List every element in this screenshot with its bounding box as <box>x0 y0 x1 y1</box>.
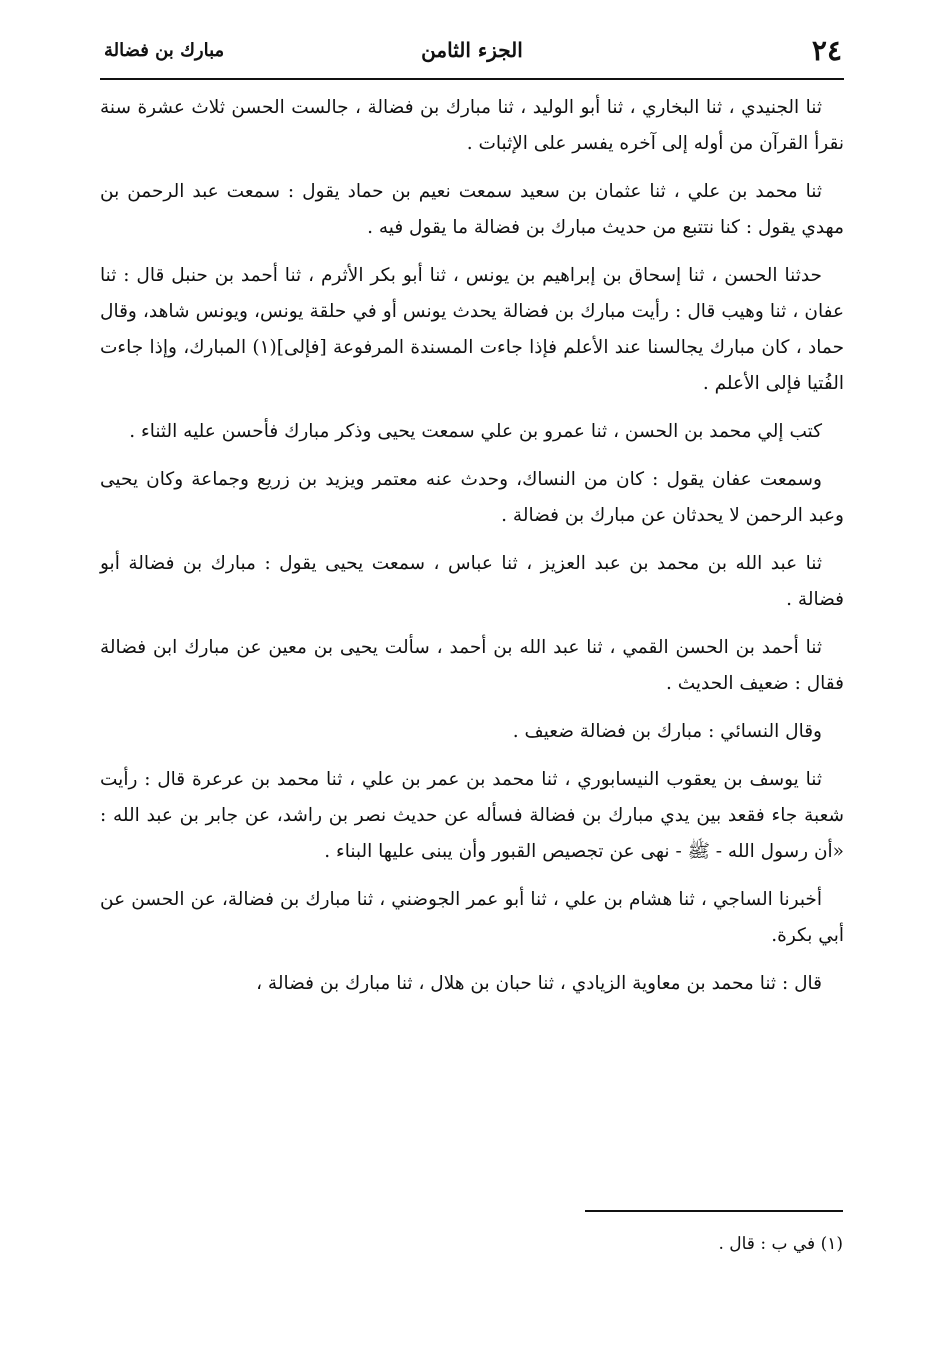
footnote-divider <box>585 1210 843 1212</box>
paragraph: ثنا أحمد بن الحسن القمي ، ثنا عبد الله بن أحمد ، سألت يحيى بن معين عن مبارك ابن فضالة فقال : ضعيف الحديث . <box>100 637 844 694</box>
paragraph: حدثنا الحسن ، ثنا إسحاق بن إبراهيم بن يونس ، ثنا أبو بكر الأثرم ، ثنا أحمد بن حنبل قال : ثنا عفان ، ثنا وهيب قال : رأيت مبارك بن فضالة يحدث يونس أو في حلقة يونس، ويونس شاهد، وقال حماد ، كان مبارك يجالسنا عند الأعلم فإذا جاءت المسندة المرفوعة [فإلى](١) المبارك، وإذا جاءت الفُتيا فإلى الأعلم . <box>100 265 844 394</box>
paragraph: ثنا عبد الله بن محمد بن عبد العزيز ، ثنا عباس ، سمعت يحيى يقول : مبارك بن فضالة أبو فضالة . <box>100 553 844 610</box>
paragraph: وقال النسائي : مبارك بن فضالة ضعيف . <box>512 721 822 742</box>
paragraph: ثنا محمد بن علي ، ثنا عثمان بن سعيد سمعت نعيم بن حماد يقول : سمعت عبد الرحمن بن مهدي يقول : كنا نتتبع من حديث مبارك بن فضالة ما يقول فيه . <box>100 181 844 238</box>
main-text <box>100 90 844 1014</box>
paragraph: أخبرنا الساجي ، ثنا هشام بن علي ، ثنا أبو عمر الجوضني ، ثنا مبارك بن فضالة، عن الحسن عن أبي بكرة. <box>100 889 844 946</box>
paragraph: ثنا الجنيدي ، ثنا البخاري ، ثنا أبو الوليد ، ثنا مبارك بن فضالة ، جالست الحسن ثلاث عشرة سنة نقرأ القرآن من أوله إلى آخره يفسر على الإثبات . <box>100 97 844 154</box>
paragraph: وسمعت عفان يقول : كان من النساك، وحدث عنه معتمر ويزيد بن زريع وجماعة وكان يحيى وعبد الرحمن لا يحدثان عن مبارك بن فضالة . <box>100 469 844 526</box>
running-header <box>100 28 844 80</box>
paragraph: كتب إلي محمد بن الحسن ، ثنا عمرو بن علي سمعت يحيى وذكر مبارك فأحسن عليه الثناء . <box>129 421 822 442</box>
footnote: (١) في ب : قال . <box>718 1234 843 1254</box>
paragraph: ثنا يوسف بن يعقوب النيسابوري ، ثنا محمد بن عمر بن علي ، ثنا محمد بن عرعرة قال : رأيت شعبة جاء فقعد بين يدي مبارك بن فضالة فسأله عن حديث نصر بن راشد، عن جابر بن عبد الله : «أن رسول الله - ﷺ - نهى عن تجصيص القبور وأن يبنى عليها البناء . <box>100 769 844 862</box>
section-title: مبارك بن فضالة <box>104 40 225 61</box>
page-number: ٢٤ <box>811 34 842 67</box>
volume-title: الجزء الثامن <box>421 38 523 62</box>
paragraph: قال : ثنا محمد بن معاوية الزيادي ، ثنا حبان بن هلال ، ثنا مبارك بن فضالة ، <box>256 973 822 994</box>
